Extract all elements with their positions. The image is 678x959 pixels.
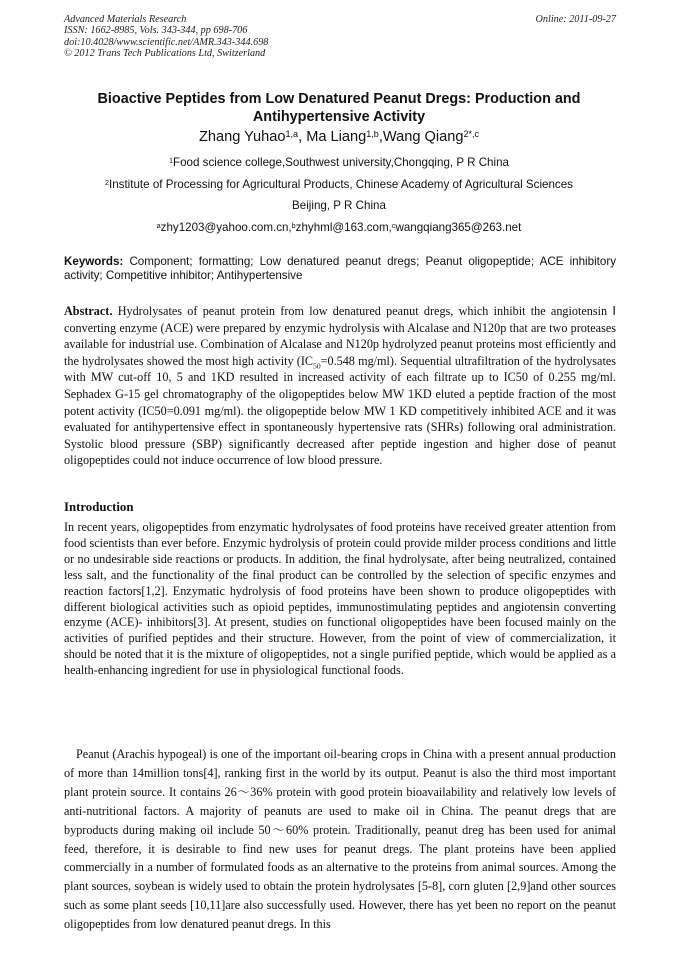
introduction-paragraph-2: Peanut (Arachis hypogeal) is one of the important oil-bearing crops in China with a present annual production of more than 14million tons[4], ranking first in the world by its output. Peanut is also the third most important plant protein source. It contains 26～36% protein with good protein bioavailability and relatively low levels of anti-nutritional factors. A majority of peanuts are used to make oil in China. The peanut dregs that are byproducts during making oil include 50～60% protein. Traditionally, peanut dreg has been used for animal feed, therefore, it is desirable to find new uses for peanut dregs. The plant proteins have been applied commercially in a number of formulated foods as an alternative to the proteins from animal sources. Among the plant sources, soybean is widely used to obtain the protein hydrolysates [5-8], corn gluten [2,9]and other sources such as some plant seeds [10,11]are also successfully used. However, there has yet been no report on the peanut oligopeptides from low denatured peanut dregs. In this [64, 747, 616, 932]
abstract-block [64, 303, 616, 469]
doi-line: doi:10.4028/www.scientific.net/AMR.343-344.698 [64, 36, 269, 48]
abstract-text-continued: =0.548 mg/ml). Sequential ultrafiltration of the hydrolysates with MW cut-off 10, 5 and 1KD resulted in increased activity of each filtrate up to IC50 of 0.255 mg/ml. Sephadex G-15 gel chromatography of the oligopeptides below MW 1KD eluted a peptide fraction of the most potent activity (IC50=0.091 mg/ml). the oligopeptide below MW 1 KD competitively inhibited ACE and it was evaluated for antihypertensive effect in spontaneously hypertensive rats (SHRs) following oral administration. Systolic blood pressure (SBP) significantly decreased after peptide ingestion and higher dose of peanut oligopeptides could not induce occurrence of low blood pressure. [64, 353, 616, 468]
author-affiliation-mark: 1,b [366, 128, 379, 139]
title-line-2: Antihypertensive Activity [252, 109, 426, 125]
affiliation-text: Food science college,Southwest university,Chongqing, P R China [173, 156, 509, 169]
author-list [56, 128, 622, 146]
author-name: ,Wang Qiang [378, 129, 464, 145]
copyright-line: © 2012 Trans Tech Publications Ltd, Switzerland [64, 48, 266, 60]
keywords-label: Keywords: [64, 255, 124, 268]
affiliation-2 [56, 178, 622, 192]
affiliation-1 [56, 156, 622, 170]
ic50-subscript: 50 [313, 361, 321, 371]
affiliation-2-city: Beijing, P R China [292, 199, 386, 212]
affiliation-mark: 2 [105, 177, 109, 187]
affiliation-text: Institute of Processing for Agricultural Products, Chinese Academy of Agricultural Sciences [109, 178, 573, 191]
email-mark: c [391, 220, 396, 230]
abstract-label: Abstract. [64, 304, 113, 318]
email-mark: a [156, 220, 161, 230]
paper-title [56, 90, 622, 126]
author-name: , Ma Liang [298, 129, 367, 145]
section-heading-introduction: Introduction [64, 500, 134, 514]
affiliation-mark: 1 [169, 155, 173, 165]
email-link[interactable]: wangqiang365@263.net [395, 221, 522, 234]
author-name: Zhang Yuhao [198, 129, 286, 145]
introduction-paragraph-1: In recent years, oligopeptides from enzymatic hydrolysates of food proteins have received greater attention from food scientists than ever before. Enzymic hydrolysis of protein could provide milder process conditions and little or no undesirable side reactions or products. In addition, the final hydrolysate, after being neutralized, contained less salt, and the functionality of the final product can be controlled by the selection of specific enzymes and reaction factors[1,2]. Enzymatic hydrolysis of food proteins have been shown to produce oligopeptides with different biological activities such as opioid peptides, immunostimulating peptides and angiotensin converting enzyme (ACE)- inhibitors[3]. At present, studies on functional oligopeptides have been focused mainly on the activities of purified peptides and their structure. However, from the point of view of commercialization, it should be noted that it is the mixture of oligopeptides, not a single purified peptide, which would be applied as a health-enhancing ingredient for use in physiological functional foods. [64, 520, 616, 678]
author-affiliation-mark: 1,a [285, 128, 299, 139]
keywords-text: Component; formatting; Low denatured peanut dregs; Peanut oligopeptide; ACE inhibitory activity; Competitive inhibitor; Antihypertensive [64, 255, 616, 283]
email-mark: b [291, 220, 296, 230]
journal-header [64, 14, 616, 60]
email-link[interactable]: zhy1203@yahoo.com.cn, [160, 221, 292, 234]
author-affiliation-mark: 2*,c [463, 128, 480, 139]
abstract-text: Hydrolysates of peanut protein from low denatured peanut dregs, which inhibit the angiotensin Ⅰ converting enzyme (ACE) were prepared by enzymic hydrolysis with Alcalase and N120p that are two proteases available for industrial use. Combination of Alcalase and N120p hydrolyzed peanut proteins most efficiently and the hydrolysates showed the most high activity (IC [64, 304, 616, 368]
journal-name: Advanced Materials Research [64, 14, 187, 25]
issn-line: ISSN: 1662-8985, Vols. 343-344, pp 698-706 [64, 25, 248, 37]
online-date: Online: 2011-09-27 [535, 14, 616, 25]
author-emails [56, 221, 622, 235]
title-line-1: Bioactive Peptides from Low Denatured Peanut Dregs: Production and [97, 91, 581, 107]
keywords-block [64, 255, 616, 284]
email-link[interactable]: zhyhml@163.com, [295, 221, 392, 234]
